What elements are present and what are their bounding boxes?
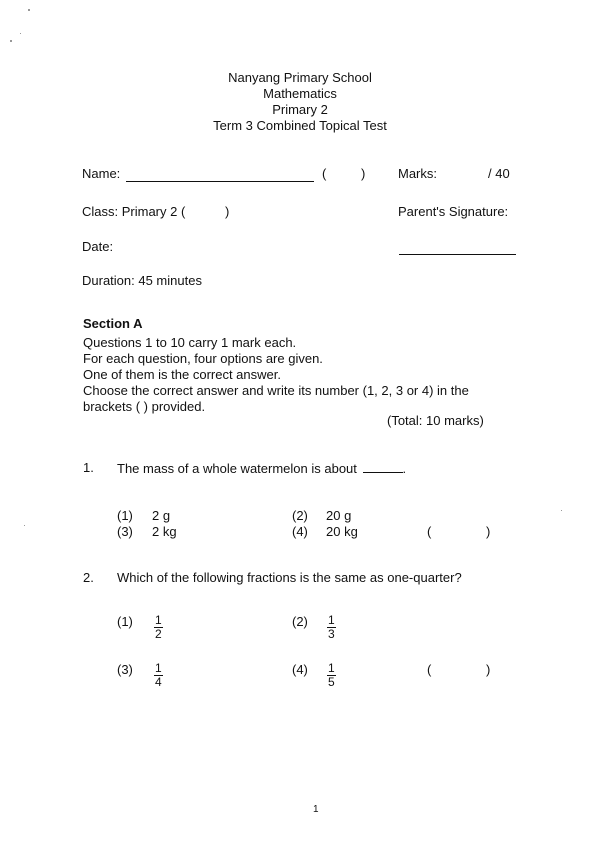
question-number: 2. xyxy=(83,570,94,585)
parent-signature-label: Parent's Signature: xyxy=(398,204,509,219)
option-label: (1) xyxy=(117,508,133,523)
question-end: . xyxy=(402,461,407,476)
option-value: 20 g xyxy=(326,508,352,523)
index-paren-open: ( xyxy=(322,166,327,181)
denominator: 5 xyxy=(328,675,335,689)
denominator: 3 xyxy=(328,627,335,641)
section-title: Section A xyxy=(83,316,143,331)
marks-label: Marks: xyxy=(398,166,437,181)
scan-speck xyxy=(20,33,21,34)
denominator: 2 xyxy=(155,627,162,641)
date-label: Date: xyxy=(82,239,114,254)
answer-paren-open: ( xyxy=(427,662,432,677)
instruction-line: One of them is the correct answer. xyxy=(83,367,281,382)
option-label: (4) xyxy=(292,662,308,677)
instruction-line: For each question, four options are given. xyxy=(83,351,323,366)
answer-paren-close: ) xyxy=(486,524,491,539)
name-label: Name: xyxy=(82,166,121,181)
subject: Mathematics xyxy=(263,86,337,101)
scan-speck xyxy=(561,510,562,511)
option-label: (3) xyxy=(117,524,133,539)
answer-paren-open: ( xyxy=(427,524,432,539)
scan-speck xyxy=(28,9,30,11)
question-number: 1. xyxy=(83,460,94,475)
parent-signature-line[interactable] xyxy=(399,240,516,255)
page-number: 1 xyxy=(313,804,319,815)
answer-paren-close: ) xyxy=(486,662,491,677)
numerator: 1 xyxy=(328,661,335,675)
school-name: Nanyang Primary School xyxy=(228,70,372,85)
duration: Duration: 45 minutes xyxy=(82,273,202,288)
answer-blank[interactable] xyxy=(363,460,403,473)
document-header xyxy=(0,70,600,134)
option-label: (2) xyxy=(292,508,308,523)
class-label: Class: Primary 2 ( xyxy=(82,204,186,219)
fraction-one-third xyxy=(327,614,336,641)
section-total: (Total: 10 marks) xyxy=(387,413,484,428)
option-label: (2) xyxy=(292,614,308,629)
numerator: 1 xyxy=(155,661,162,675)
class-paren-close: ) xyxy=(225,204,230,219)
section-instructions xyxy=(83,335,469,415)
fraction-one-fifth xyxy=(327,662,336,689)
name-blank[interactable] xyxy=(126,168,314,182)
numerator: 1 xyxy=(328,613,335,627)
fraction-one-half xyxy=(154,614,163,641)
test-title: Term 3 Combined Topical Test xyxy=(213,118,387,133)
index-paren-close: ) xyxy=(361,166,366,181)
denominator: 4 xyxy=(155,675,162,689)
level: Primary 2 xyxy=(272,102,328,117)
option-value: 2 kg xyxy=(152,524,177,539)
instruction-line: brackets ( ) provided. xyxy=(83,399,206,414)
option-label: (3) xyxy=(117,662,133,677)
option-value: 20 kg xyxy=(326,524,358,539)
scan-speck xyxy=(10,40,12,42)
question-stem: The mass of a whole watermelon is about xyxy=(117,461,357,476)
scan-speck xyxy=(24,525,25,526)
marks-total: / 40 xyxy=(488,166,510,181)
option-value: 2 g xyxy=(152,508,171,523)
instruction-line: Choose the correct answer and write its number (1, 2, 3 or 4) in the xyxy=(83,383,469,398)
question-text: Which of the following fractions is the same as one-quarter? xyxy=(117,570,462,585)
fraction-one-quarter xyxy=(154,662,163,689)
question-text xyxy=(117,460,406,476)
option-label: (1) xyxy=(117,614,133,629)
numerator: 1 xyxy=(155,613,162,627)
instruction-line: Questions 1 to 10 carry 1 mark each. xyxy=(83,335,297,350)
option-label: (4) xyxy=(292,524,308,539)
